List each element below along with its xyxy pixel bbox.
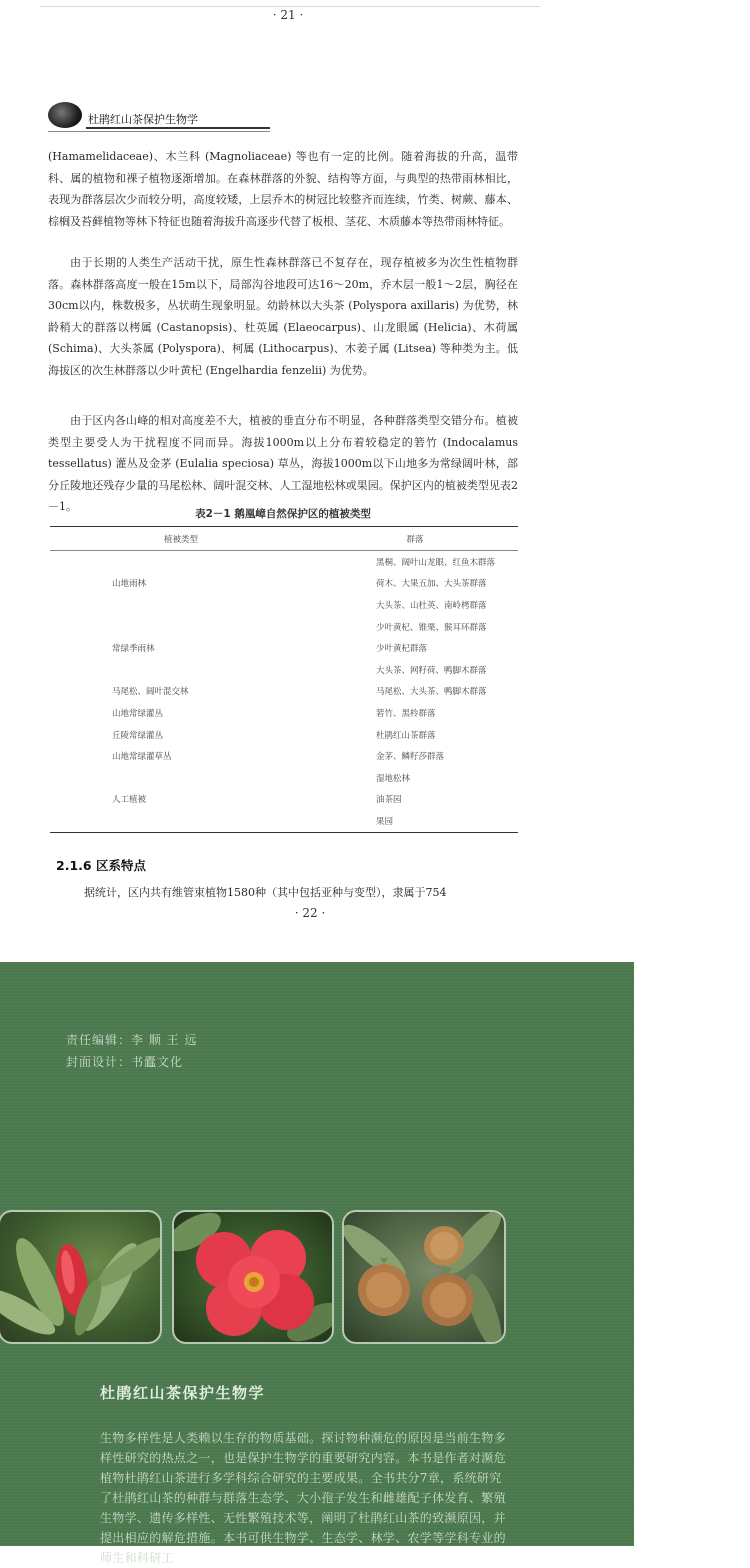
table-cell-community: 果园 (312, 810, 518, 832)
table-cell-type: 常绿季雨林 (112, 644, 155, 655)
table-cell-type: 山地常绿灌丛 (112, 708, 164, 719)
paragraph-2: 由于长期的人类生产活动干扰，原生性森林群落已不复存在，现存植被多为次生性植物群落。森林群落高度一般在15m以下，局部沟谷地段可达16～20m，乔木层一般1～2层，胸径在30cm以内，株数极多，丛状萌生现象明显。幼龄林以大头茶 (Polyspora axillaris) 为优势，林龄稍大的群落以栲属 (Castanopsis)、杜英属 (Elaeocarpus)、山龙眼属 (Helicia)、木荷属 (Schima)、大头茶属 (Polyspora)、柯属 (Lithocarpus)、木姜子属 (Litsea) 等种类为主。低海拔区的次生林群落以少叶黄杞 (Engelhardia fenzelii) 为优势。 (48, 256, 518, 377)
table-cell-type: 丘陵常绿灌丛 (112, 730, 164, 741)
page-header (48, 98, 528, 132)
column-header-community: 群落 (312, 527, 518, 551)
table-row (50, 810, 518, 832)
table-cell-type: 山地雨林 (112, 579, 147, 590)
table-row (50, 681, 518, 703)
cover-description: 生物多样性是人类赖以生存的物质基础。探讨物种濒危的原因是当前生物多样性研究的热点之一，也是保护生物学的重要研究内容。本书是作者对濒危植物杜鹃红山茶进行多学科综合研究的主要成果。全书共分7章，系统研究了杜鹃红山茶的种群与群落生态学、大小孢子发生和雌雄配子体发育、繁殖生物学、遗传多样性、无性繁殖技术等，阐明了杜鹃红山茶的致濒原因，并提出相应的解危措施。本书可供生物学、生态学、林学、农学等学科专业的师生和科研工 (100, 1431, 506, 1565)
table-row (50, 767, 518, 789)
camellia-seed-pods-photo (342, 1210, 506, 1344)
page-number-22: · 22 · (294, 906, 326, 920)
table-cell-community: 荷木、大果五加、大头茶群落 (376, 579, 487, 590)
table-cell-type (50, 810, 312, 832)
table-row (50, 745, 518, 767)
cover-editor-credit: 责任编辑：李 顺 王 远 (66, 1033, 198, 1047)
table-cell-community: 箬竹、黑柃群落 (376, 708, 436, 719)
table-cell-type: 山地常绿灌草丛 (112, 752, 172, 763)
table-cell-community: 少叶黄杞群落 (376, 644, 428, 655)
table-header-row (50, 527, 518, 551)
table-cell-community: 黑桐、阔叶山龙眼、红鱼木群落 (376, 557, 496, 568)
table-cell-community: 湿地松林 (376, 773, 411, 784)
table-cell-community: 金茅、鳞籽莎群落 (376, 752, 445, 763)
running-header-title: 杜鹃红山茶保护生物学 (88, 113, 198, 126)
table-cell-type (50, 551, 312, 573)
table-cell-type (50, 767, 312, 789)
table-cell-community: 马尾松、大头茶、鸭脚木群落 (376, 687, 487, 698)
back-cover (0, 962, 634, 1565)
table-cell-type (50, 616, 312, 638)
table-row (50, 702, 518, 724)
header-rule-thin (48, 131, 270, 132)
red-camellia-flower-photo (172, 1210, 334, 1344)
header-rule (86, 127, 270, 129)
paragraph-continuation: 据统计，区内共有维管束植物1580种（其中包括亚种与变型），隶属于754 (84, 886, 447, 899)
table-row (50, 573, 518, 595)
table-cell-community: 大头茶、网籽荷、鸭脚木群落 (376, 665, 487, 676)
table-row (50, 594, 518, 616)
column-header-vegetation-type: 植被类型 (50, 527, 312, 551)
vegetation-type-table (50, 526, 518, 833)
table-cell-type (50, 659, 312, 681)
table-cell-community: 杜鹃红山茶群落 (376, 730, 436, 741)
table-row (50, 789, 518, 811)
table-cell-community: 油茶园 (376, 795, 402, 806)
previous-page-text-fragment (40, 0, 540, 7)
table-row (50, 637, 518, 659)
paragraph-3: 由于区内各山峰的相对高度差不大，植被的垂直分布不明显，各种群落类型交错分布。植被类型主要受人为干扰程度不同而异。海拔1000m以上分布着较稳定的箬竹 (Indocalamus tessellatus) 灌丛及金茅 (Eulalia speciosa) 草丛，海拔1000m以下山地多为常绿阔叶林，部分丘陵地还残存少量的马尾松林、阔叶混交林、人工湿地松林或果园。保护区内的植被类型见表2－1。 (48, 414, 518, 513)
section-heading: 2.1.6 区系特点 (56, 858, 146, 873)
table-row (50, 551, 518, 573)
cover-designer-credit: 封面设计：书蠹文化 (66, 1055, 184, 1069)
table-cell-community: 大头茶、山杜英、南岭栲群落 (376, 600, 487, 611)
page-number-21: · 21 · (272, 8, 304, 22)
table-cell-type: 马尾松、阔叶混交林 (112, 687, 189, 698)
table-row (50, 616, 518, 638)
table-row (50, 659, 518, 681)
table-cell-type (50, 594, 312, 616)
paragraph-1: (Hamamelidaceae)、木兰科 (Magnoliaceae) 等也有一定的比例。随着海拔的升高，温带科、属的植物和裸子植物逐渐增加。在森林群落的外貌、结构等方面，与典型的热带雨林相比，表现为群落层次少而较分明，高度较矮，上层乔木的树冠比较整齐而连续，竹类、树蕨、藤本、棕榈及苔藓植物等林下特征也随着海拔升高逐步代替了板根、茎花、木质藤本等热带雨林特征。 (48, 150, 518, 228)
cover-book-title: 杜鹃红山茶保护生物学 (100, 1384, 266, 1402)
table-cell-community: 少叶黄杞、锥栗、猴耳环群落 (376, 622, 487, 633)
table-cell-type: 人工植被 (112, 795, 147, 806)
table-row (50, 724, 518, 746)
flower-bud-photo (0, 1210, 162, 1344)
book-logo-icon (48, 102, 82, 128)
table-caption: 表2－1 鹅凰嶂自然保护区的植被类型 (195, 508, 371, 520)
